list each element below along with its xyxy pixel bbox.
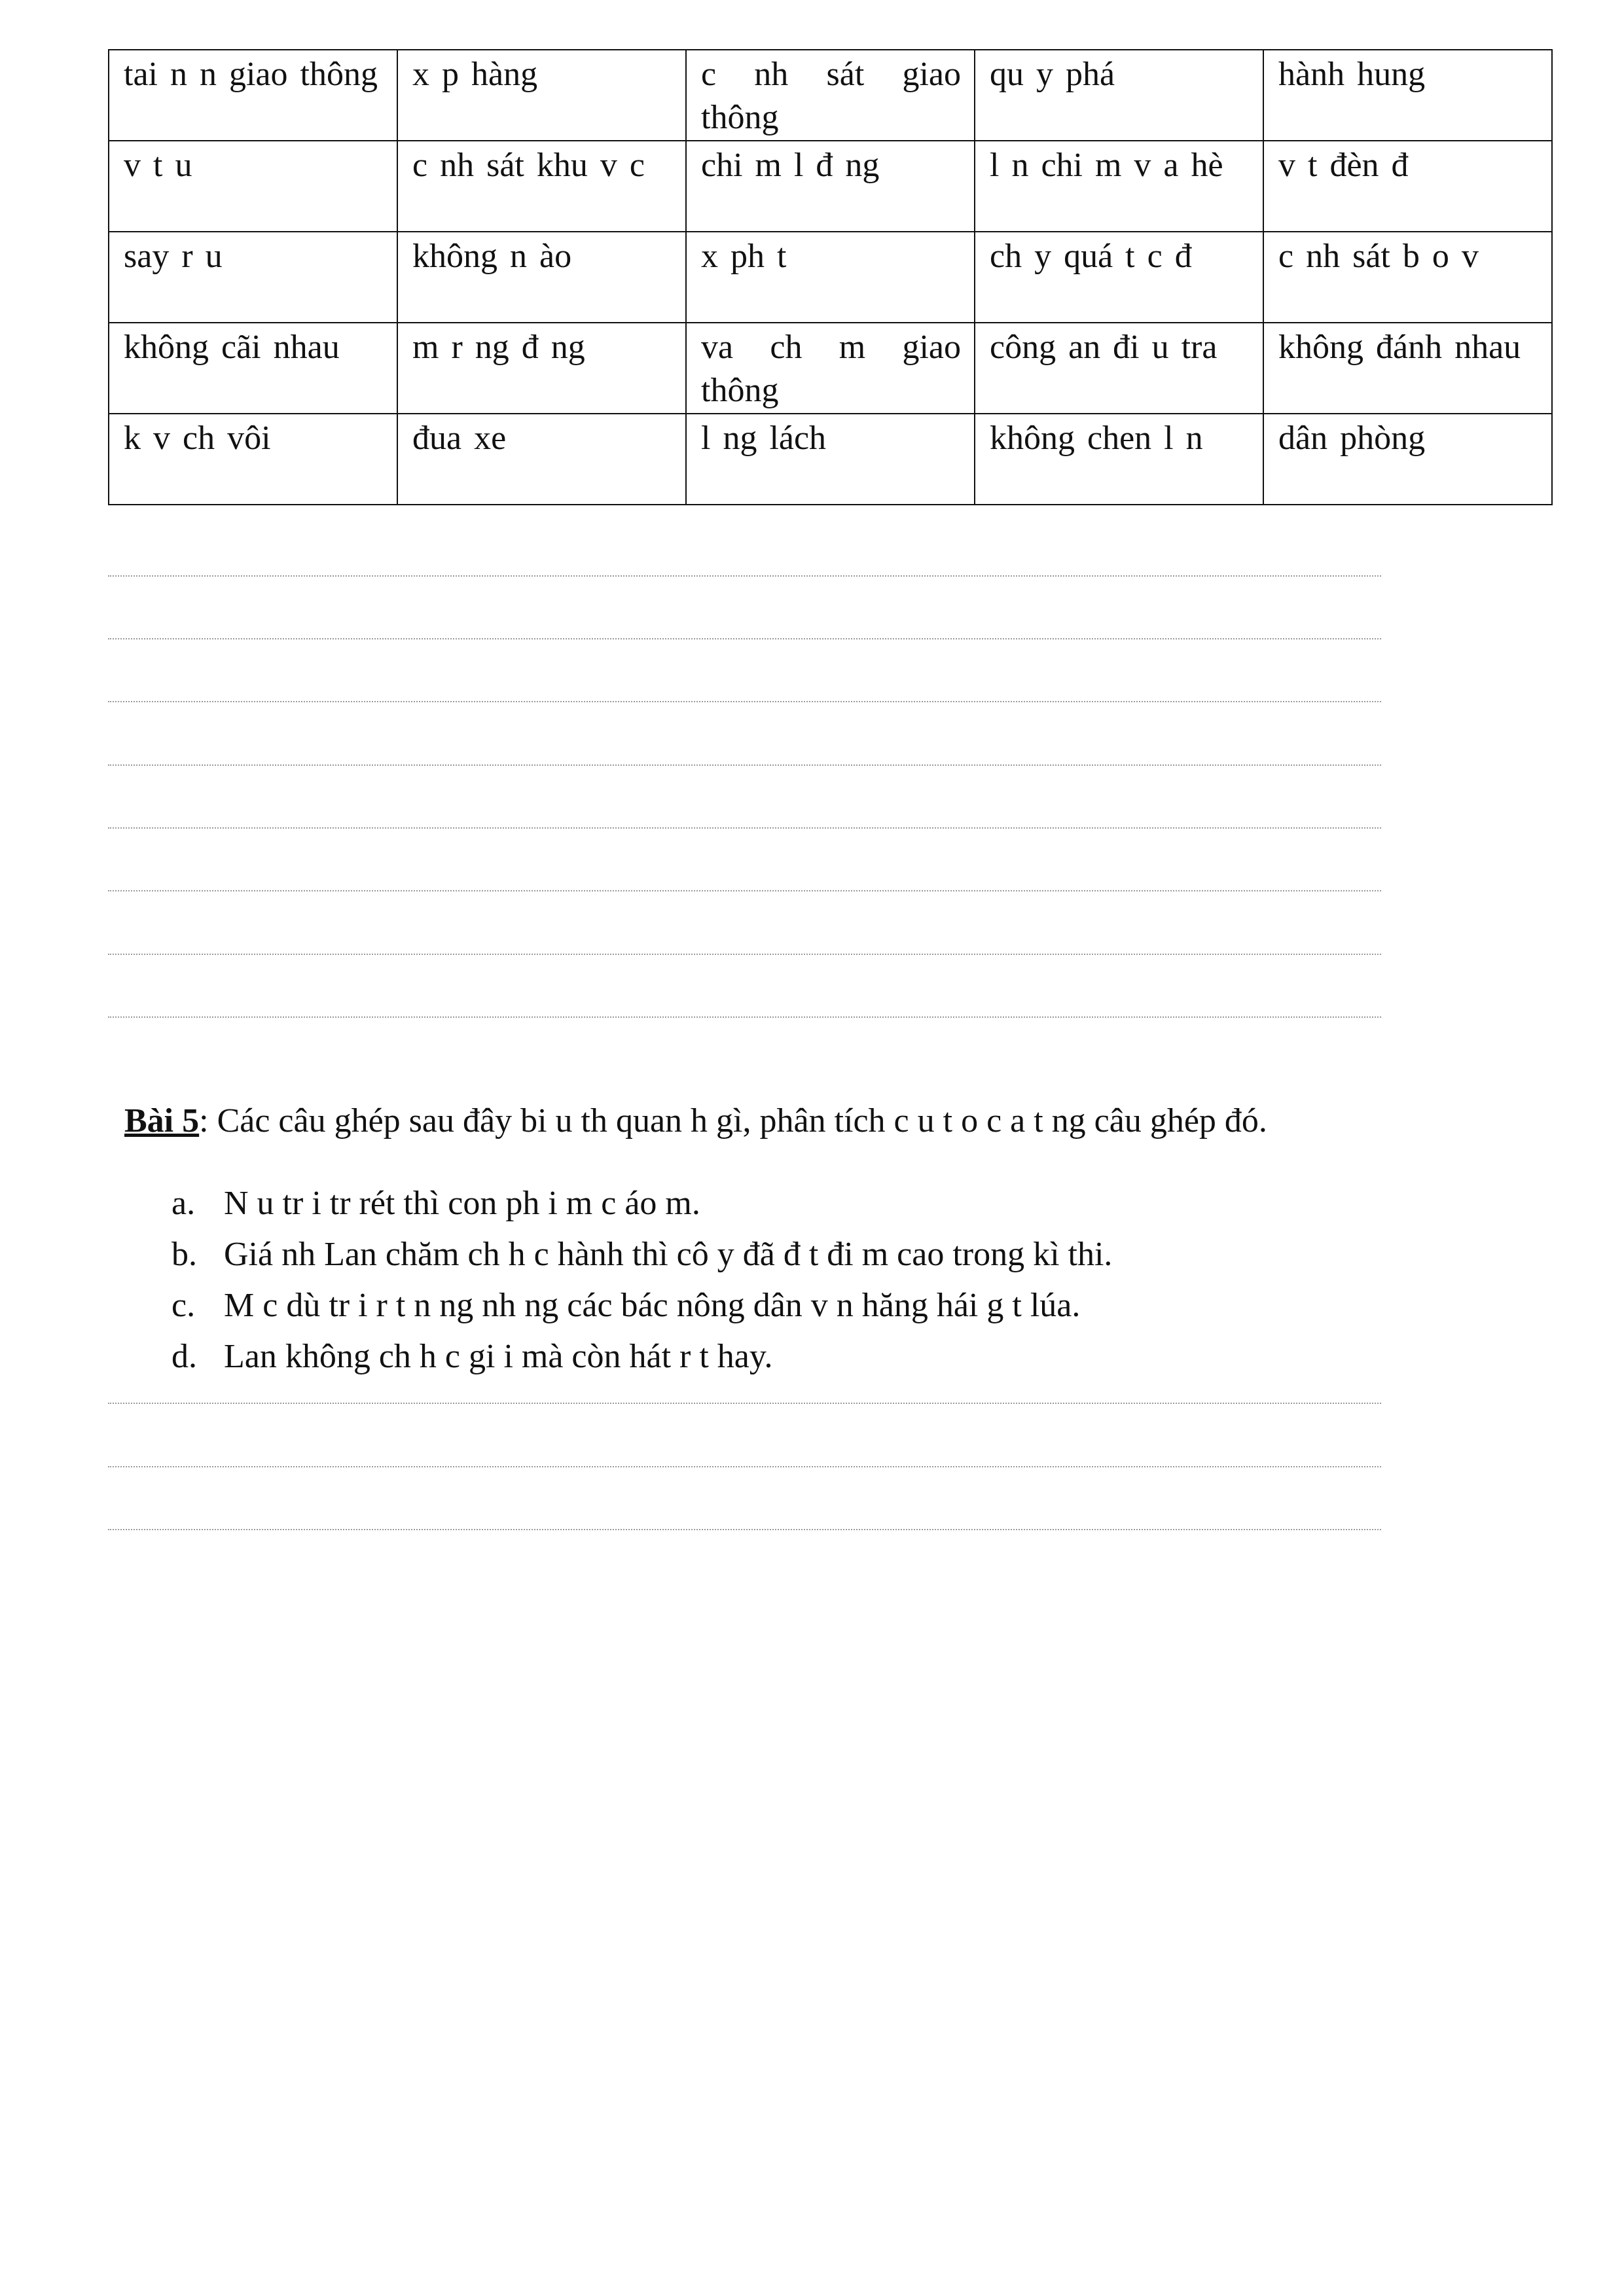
answer-line: [108, 890, 1381, 891]
answer-line: [108, 1466, 1381, 1467]
table-cell: c nh sát khu v c: [397, 141, 686, 232]
table-cell: không cãi nhau: [109, 323, 397, 414]
table-cell: hành hung: [1263, 50, 1552, 141]
table-row: [109, 232, 1552, 323]
sentence-item: [171, 1331, 1481, 1382]
table-cell: công an đi u tra: [975, 323, 1263, 414]
table-cell: v t đèn đ: [1263, 141, 1552, 232]
table-cell: đua xe: [397, 414, 686, 505]
sentence-marker: d.: [171, 1338, 197, 1375]
answer-line: [108, 1016, 1381, 1018]
table-cell: c nh sát b o v: [1263, 232, 1552, 323]
table-cell: l n chi m v a hè: [975, 141, 1263, 232]
answer-line: [108, 954, 1381, 955]
table-row: [109, 141, 1552, 232]
table-row: [109, 414, 1552, 505]
answer-line: [108, 575, 1381, 577]
sentence-marker: c.: [171, 1287, 196, 1324]
exercise-instruction: : Các câu ghép sau đây bi u th quan h gì, phân tích c u t o c a t ng câu ghép đó.: [199, 1102, 1267, 1139]
sentence-text: M c dù tr i r t n ng nh ng các bác nông dân v n hăng hái g t lúa.: [224, 1287, 1081, 1324]
table-cell: l ng lách: [686, 414, 975, 505]
table-cell: không n ào: [397, 232, 686, 323]
vocabulary-table: [108, 49, 1553, 505]
sentence-list: [171, 1178, 1481, 1382]
answer-line: [108, 1529, 1381, 1530]
table-cell: x p hàng: [397, 50, 686, 141]
exercise-label: Bài 5: [124, 1102, 200, 1139]
table-row: [109, 323, 1552, 414]
table-cell: k v ch vôi: [109, 414, 397, 505]
table-cell: tai n n giao thông: [109, 50, 397, 141]
table-cell: m r ng đ ng: [397, 323, 686, 414]
sentence-text: Giá nh Lan chăm ch h c hành thì cô y đã đ t đi m cao trong kì thi.: [224, 1236, 1113, 1273]
answer-line: [108, 827, 1381, 829]
table-cell: va ch m giao thông: [686, 323, 975, 414]
answer-line: [108, 701, 1381, 702]
table-cell: c nh sát giao thông: [686, 50, 975, 141]
vocabulary-table-body: [109, 50, 1552, 505]
table-cell: say r u: [109, 232, 397, 323]
table-cell: qu y phá: [975, 50, 1263, 141]
answer-line: [108, 1403, 1381, 1404]
table-row: [109, 50, 1552, 141]
table-cell: ch y quá t c đ: [975, 232, 1263, 323]
answer-line: [108, 638, 1381, 639]
table-cell: không chen l n: [975, 414, 1263, 505]
exercise-heading: [124, 1100, 1564, 1143]
sentence-marker: a.: [171, 1185, 196, 1222]
sentence-item: [171, 1280, 1481, 1331]
answer-line: [108, 764, 1381, 766]
sentence-text: Lan không ch h c gi i mà còn hát r t hay.: [224, 1338, 773, 1375]
table-cell: dân phòng: [1263, 414, 1552, 505]
table-cell: không đánh nhau: [1263, 323, 1552, 414]
table-cell: v t u: [109, 141, 397, 232]
sentence-item: [171, 1178, 1481, 1229]
sentence-text: N u tr i tr rét thì con ph i m c áo m.: [224, 1185, 700, 1222]
table-cell: x ph t: [686, 232, 975, 323]
table-cell: chi m l đ ng: [686, 141, 975, 232]
sentence-item: [171, 1229, 1481, 1280]
sentence-marker: b.: [171, 1236, 197, 1273]
